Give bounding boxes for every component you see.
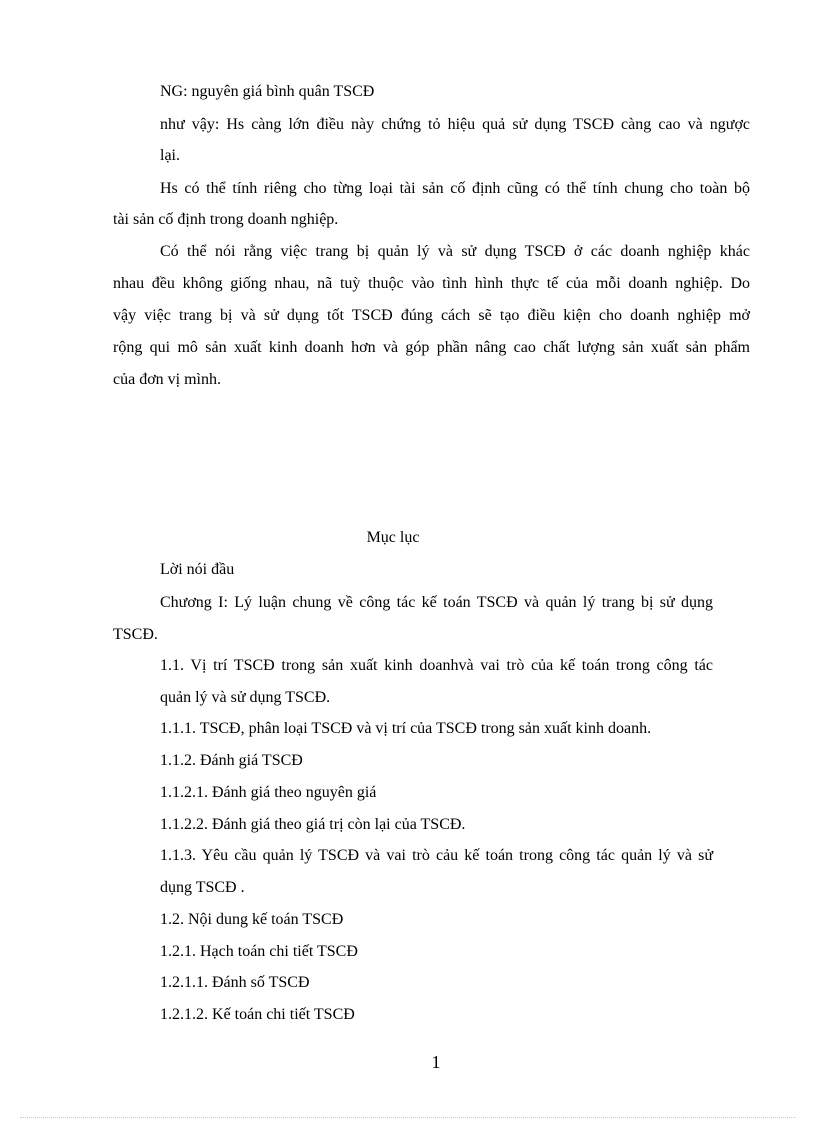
paragraph-1-line-2: lại. (160, 147, 180, 164)
paragraph-3-line-1: Có thể nói rằng việc trang bị quản lý và sử dụng TSCĐ ở các doanh nghiệp khác (160, 243, 750, 260)
toc-item-1-1-line-1: 1.1. Vị trí TSCĐ trong sản xuất kinh doanhvà vai trò của kế toán trong công tác (160, 657, 713, 674)
paragraph-2-line-2: tài sản cố định trong doanh nghiệp. (113, 211, 339, 228)
ng-definition-line: NG: nguyên giá bình quân TSCĐ (160, 83, 375, 100)
toc-item-1-2-1-1: 1.2.1.1. Đánh số TSCĐ (160, 974, 310, 991)
toc-item-1-1-2-1: 1.1.2.1. Đánh giá theo nguyên giá (160, 784, 377, 801)
paragraph-3-line-3: vậy việc trang bị và sử dụng tốt TSCĐ đúng cách sẽ tạo điều kiện cho doanh nghiệp mở (113, 307, 750, 324)
toc-item-chuong-1-line-1: Chương I: Lý luận chung về công tác kế toán TSCĐ và quản lý trang bị sử dụng (160, 594, 713, 611)
paragraph-3-line-2: nhau đều không giống nhau, nã tuỳ thuộc vào tình hình thực tế của mỗi doanh nghiệp. Do (113, 275, 750, 292)
toc-item-loi-noi-dau: Lời nói đầu (160, 561, 235, 578)
paragraph-3-line-4: rộng qui mô sản xuất kinh doanh hơn và góp phần nâng cao chất lượng sản xuất sản phẩm (113, 339, 750, 356)
paragraph-3-line-5: của đơn vị mình. (113, 371, 221, 388)
page-bottom-divider (20, 1117, 796, 1118)
toc-item-1-1-3-line-1: 1.1.3. Yêu cầu quản lý TSCĐ và vai trò cảu kế toán trong công tác quản lý và sử (160, 847, 713, 864)
toc-item-1-2-1-2: 1.2.1.2. Kế toán chi tiết TSCĐ (160, 1006, 355, 1023)
toc-item-1-1-2: 1.1.2. Đánh giá TSCĐ (160, 752, 303, 769)
toc-item-1-1-1: 1.1.1. TSCĐ, phân loại TSCĐ và vị trí của TSCĐ trong sản xuất kinh doanh. (160, 720, 652, 737)
toc-item-1-1-line-2: quản lý và sử dụng TSCĐ. (160, 689, 331, 706)
toc-item-1-1-2-2: 1.1.2.2. Đánh giá theo giá trị còn lại của TSCĐ. (160, 816, 466, 833)
toc-item-1-2-1: 1.2.1. Hạch toán chi tiết TSCĐ (160, 943, 358, 960)
toc-item-1-2: 1.2. Nội dung kế toán TSCĐ (160, 911, 344, 928)
toc-title: Mục lục (366, 529, 420, 546)
toc-item-1-1-3-line-2: dụng TSCĐ . (160, 879, 245, 896)
toc-item-chuong-1-line-2: TSCĐ. (113, 626, 158, 643)
paragraph-2-line-1: Hs có thể tính riêng cho từng loại tài sản cố định cũng có thể tính chung cho toàn bộ (160, 180, 750, 197)
page-number: 1 (431, 1052, 441, 1072)
paragraph-1-line-1: như vậy: Hs càng lớn điều này chứng tỏ hiệu quả sử dụng TSCĐ càng cao và ngược (160, 116, 750, 133)
